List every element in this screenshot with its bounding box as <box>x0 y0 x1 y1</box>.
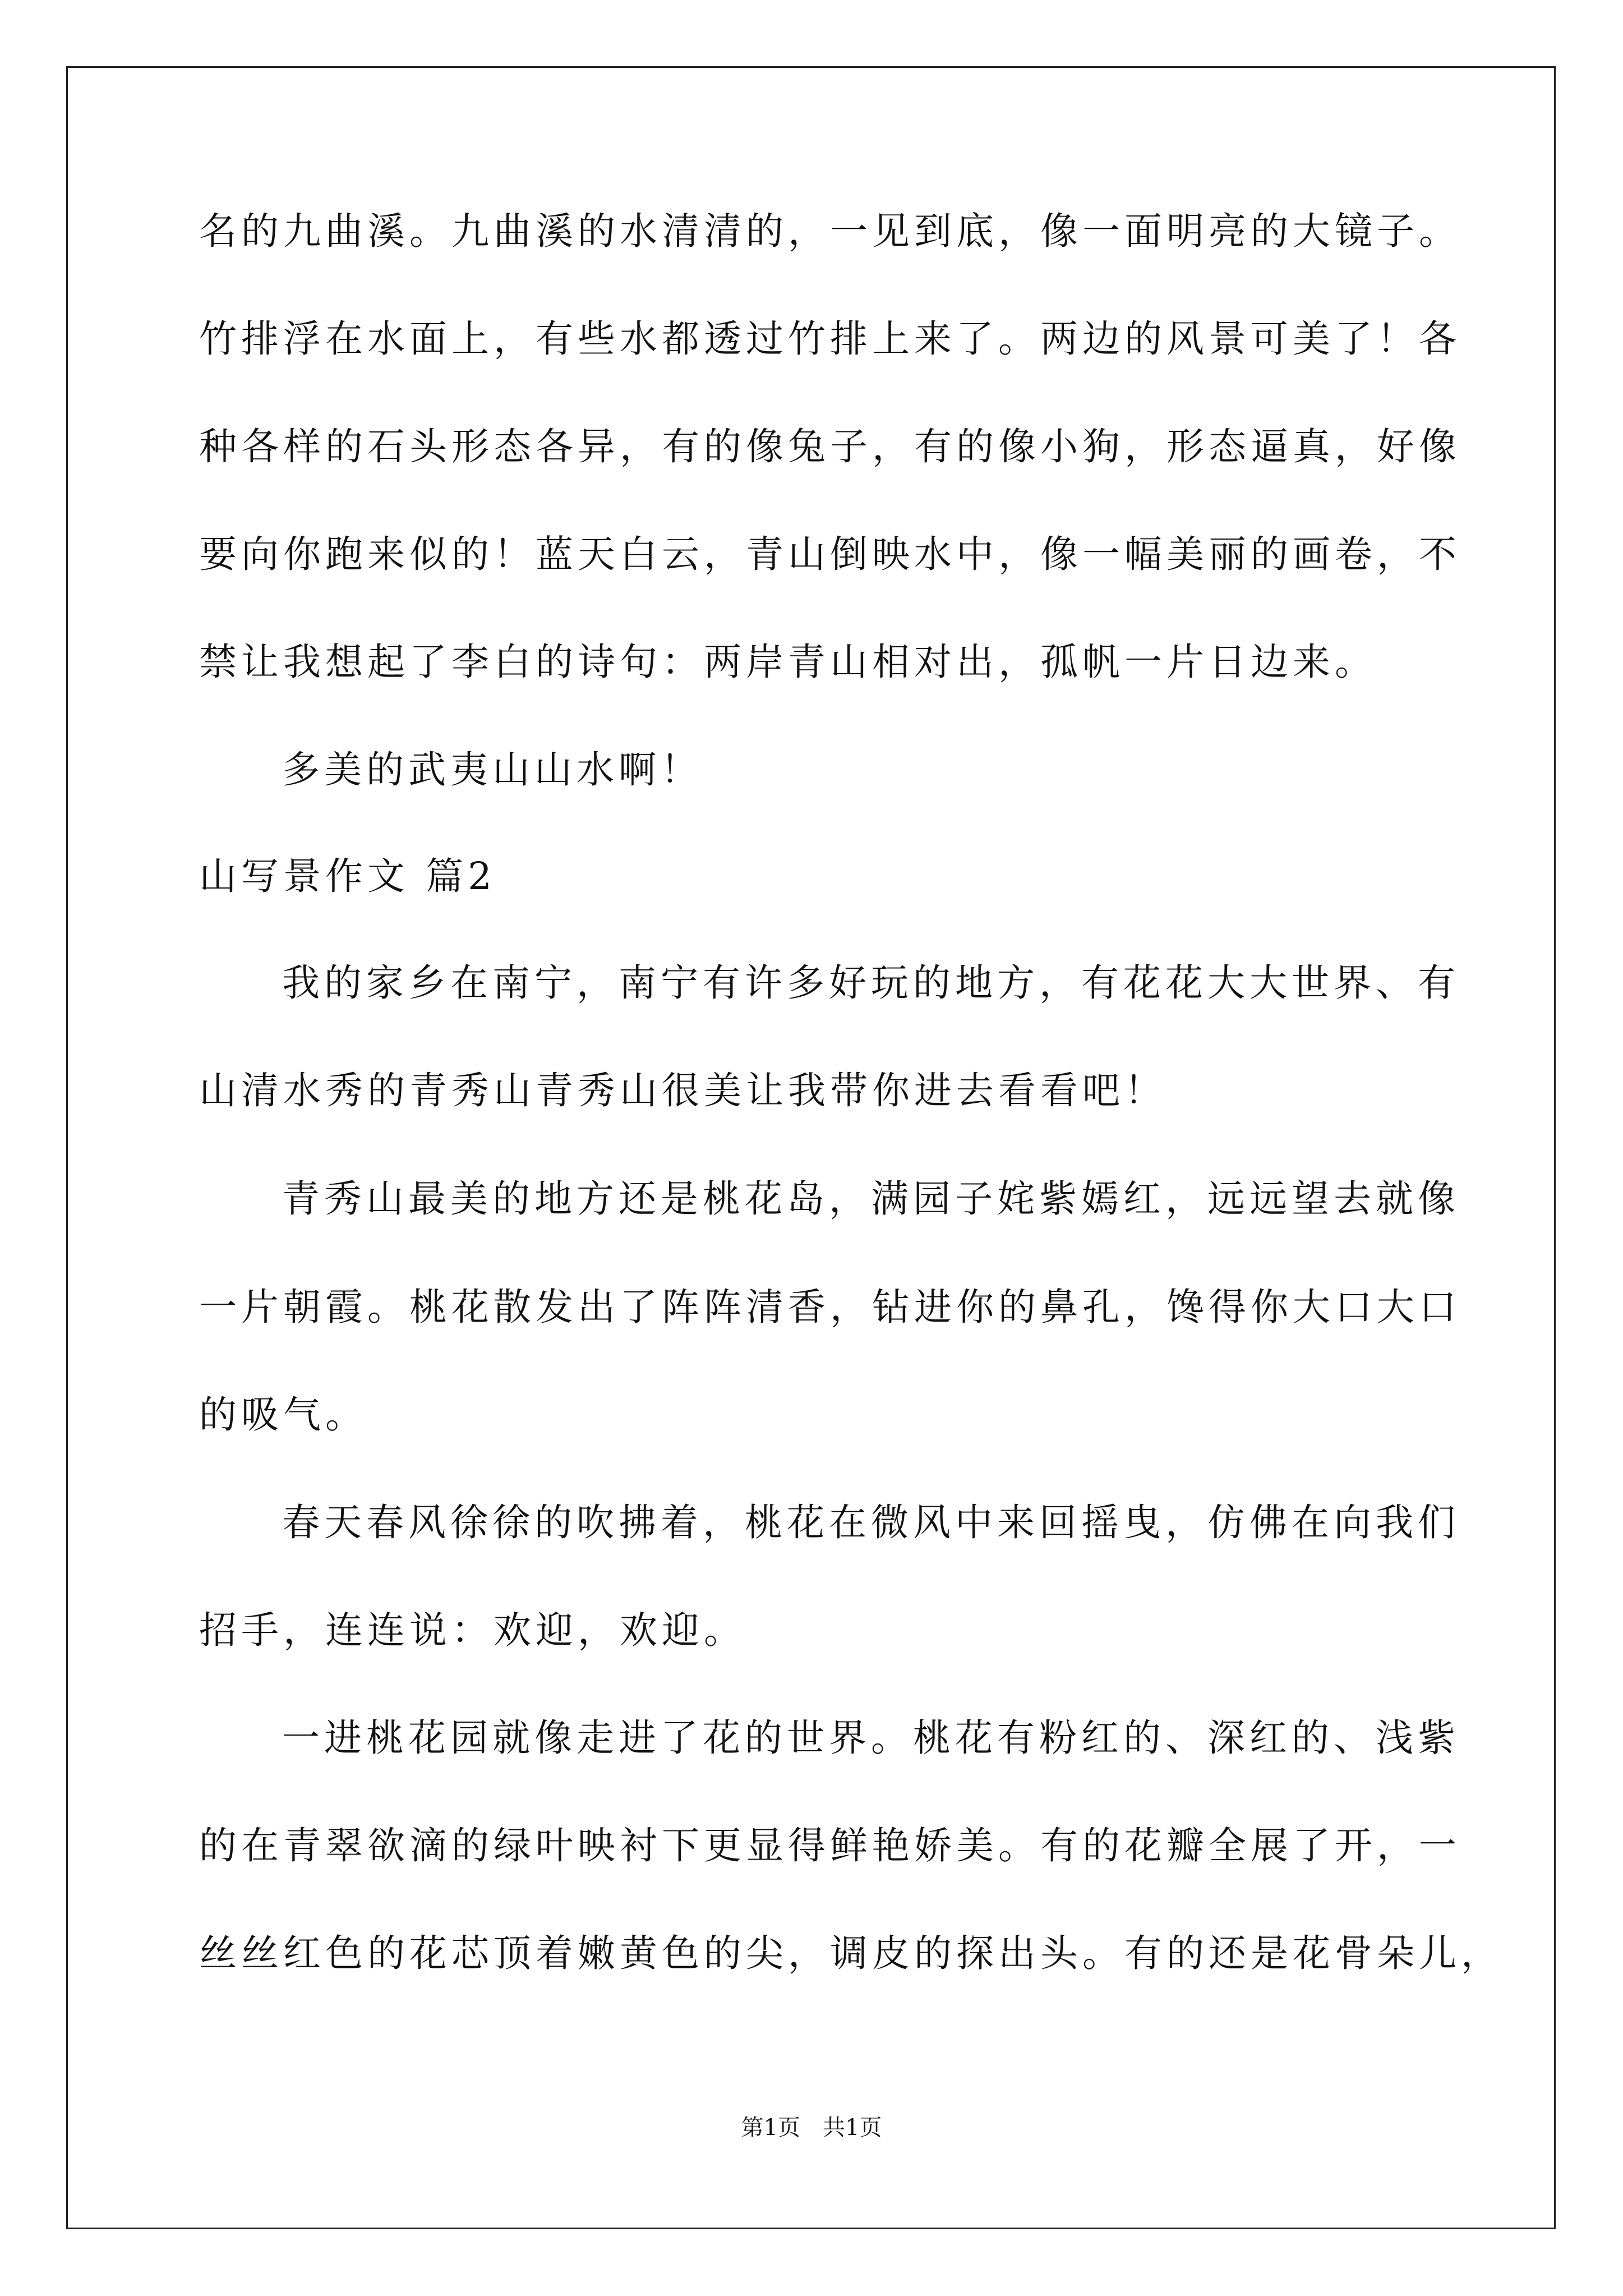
text-line: 一进桃花园就像走进了花的世界。桃花有粉红的、深红的、浅紫 <box>282 1716 1460 1760</box>
text-line: 青秀山最美的地方还是桃花岛，满园子姹紫嫣红，远远望去就像 <box>282 1177 1460 1221</box>
text-line: 山清水秀的青秀山青秀山很美让我带你进去看看吧！ <box>199 1069 1166 1112</box>
text-line: 春天春风徐徐的吹拂着，桃花在微风中来回摇曳，仿佛在向我们 <box>282 1501 1460 1544</box>
text-line: 种各样的石头形态各异，有的像兔子，有的像小狗，形态逼真，好像 <box>199 425 1461 468</box>
text-line: 一片朝霞。桃花散发出了阵阵清香，钻进你的鼻孔，馋得你大口大口 <box>199 1285 1461 1329</box>
text-line: 的在青翠欲滴的绿叶映衬下更显得鲜艳娇美。有的花瓣全展了开，一 <box>199 1824 1461 1867</box>
text-line: 多美的武夷山山水啊！ <box>282 748 703 792</box>
text-line: 我的家乡在南宁，南宁有许多好玩的地方，有花花大大世界、有 <box>282 961 1460 1005</box>
text-line: 禁让我想起了李白的诗句：两岸青山相对出，孤帆一片日边来。 <box>199 640 1377 684</box>
page-footer: 第1页 共1页 <box>741 2115 882 2141</box>
text-line: 名的九曲溪。九曲溪的水清清的，一见到底，像一面明亮的大镜子。 <box>199 209 1461 253</box>
text-line: 丝丝红色的花芯顶着嫩黄色的尖，调皮的探出头。有的还是花骨朵儿， <box>199 1931 1503 1975</box>
text-line: 招手，连连说：欢迎，欢迎。 <box>199 1608 746 1652</box>
page-frame <box>66 66 1556 2229</box>
text-line: 的吸气。 <box>199 1393 367 1437</box>
text-line: 竹排浮在水面上，有些水都透过竹排上来了。两边的风景可美了！各 <box>199 317 1461 361</box>
text-line: 要向你跑来似的！蓝天白云，青山倒映水中，像一幅美丽的画卷，不 <box>199 532 1461 576</box>
section-heading: 山写景作文 篇2 <box>199 854 496 898</box>
